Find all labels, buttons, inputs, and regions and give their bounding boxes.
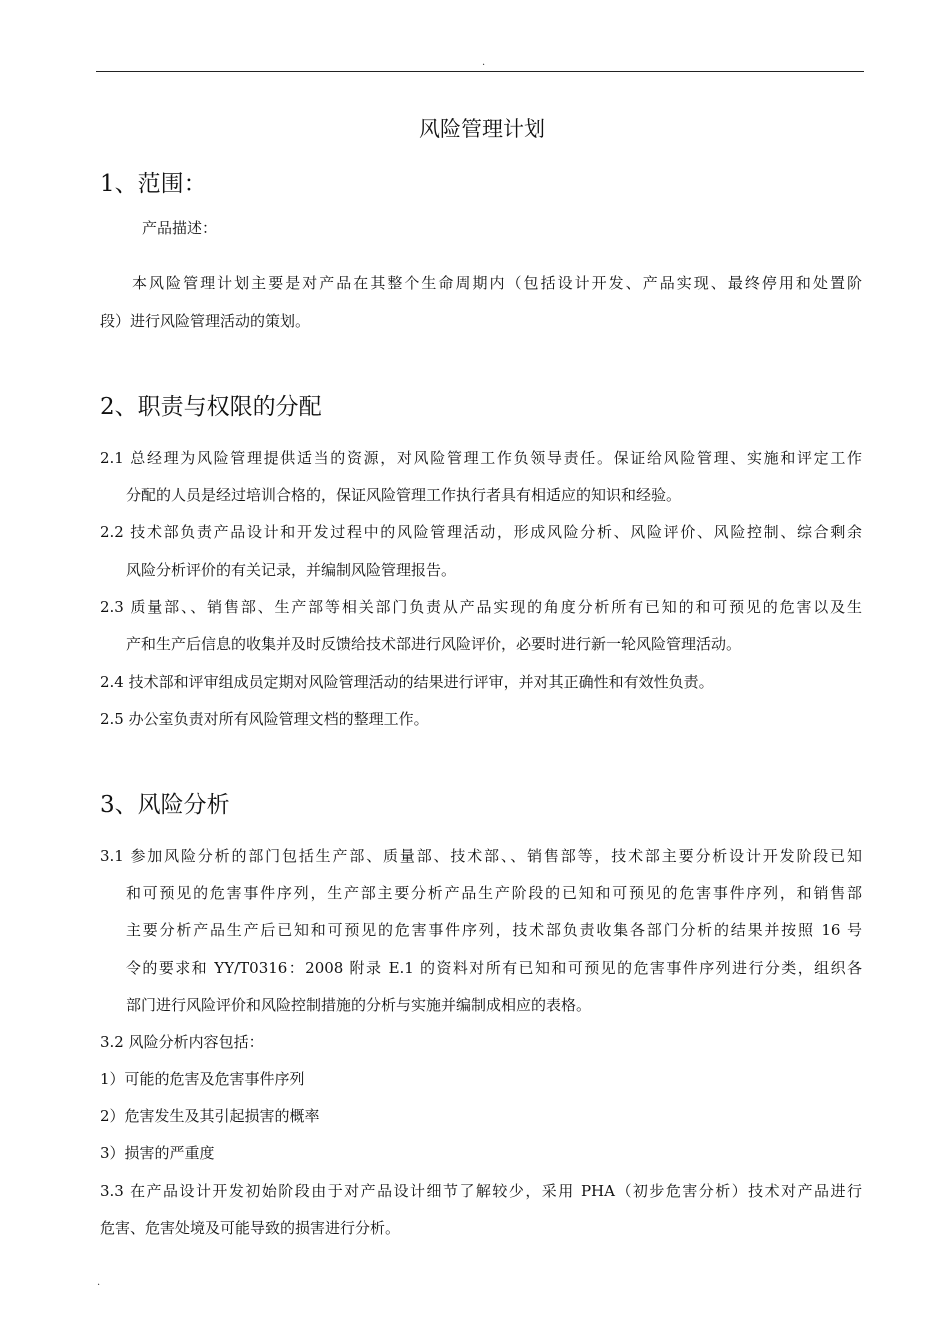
section-3-heading: 3、风险分析 bbox=[100, 792, 230, 818]
para-3-1-line-4: 令的要求和 YY/T0316：2008 附录 E.1 的资料对所有已知和可预见的危害事件序列进行分类，组织各 bbox=[126, 959, 862, 977]
para-3-1-line-3: 主要分析产品生产后已知和可预见的危害事件序列，技术部负责收集各部门分析的结果并按照 16 号 bbox=[126, 921, 862, 939]
para-3-1-line-5: 部门进行风险评价和风险控制措施的分析与实施并编制成相应的表格。 bbox=[126, 996, 592, 1014]
intro-line-1: 本风险管理计划主要是对产品在其整个生命周期内（包括设计开发、产品实现、最终停用和处置阶 bbox=[132, 274, 862, 292]
product-description-label: 产品描述： bbox=[142, 219, 218, 237]
page-title: 风险管理计划 bbox=[419, 117, 545, 141]
para-3-3-line-2: 危害、危害处境及可能导致的损害进行分析。 bbox=[100, 1219, 401, 1237]
para-2-3-line-2: 产和生产后信息的收集并及时反馈给技术部进行风险评价，必要时进行新一轮风险管理活动。 bbox=[126, 635, 742, 653]
para-2-2-line-1: 2.2 技术部负责产品设计和开发过程中的风险管理活动，形成风险分析、风险评价、风险控制、综合剩余 bbox=[100, 523, 862, 541]
list-item-2: 2）危害发生及其引起损害的概率 bbox=[100, 1107, 320, 1125]
footer-mark: . bbox=[97, 1277, 101, 1288]
para-3-1-line-1: 3.1 参加风险分析的部门包括生产部、质量部、技术部、、销售部等，技术部主要分析设计开发阶段已知 bbox=[100, 847, 862, 865]
list-item-3: 3）损害的严重度 bbox=[100, 1144, 215, 1162]
para-2-2-line-2: 风险分析评价的有关记录，并编制风险管理报告。 bbox=[126, 561, 457, 579]
para-3-3-line-1: 3.3 在产品设计开发初始阶段由于对产品设计细节了解较少，采用 PHA（初步危害分析）技术对产品进行 bbox=[100, 1182, 862, 1200]
para-3-1-line-2: 和可预见的危害事件序列，生产部主要分析产品生产阶段的已知和可预见的危害事件序列，和销售部 bbox=[126, 884, 862, 902]
para-2-1-line-2: 分配的人员是经过培训合格的，保证风险管理工作执行者具有相适应的知识和经验。 bbox=[126, 486, 682, 504]
intro-line-2: 段）进行风险管理活动的策划。 bbox=[100, 312, 311, 330]
para-2-1-line-1: 2.1 总经理为风险管理提供适当的资源，对风险管理工作负领导责任。保证给风险管理、实施和评定工作 bbox=[100, 449, 862, 467]
para-2-4: 2.4 技术部和评审组成员定期对风险管理活动的结果进行评审，并对其正确性和有效性负责。 bbox=[100, 673, 714, 691]
section-2-heading: 2、职责与权限的分配 bbox=[100, 394, 322, 420]
header-mark: . bbox=[482, 57, 486, 68]
para-2-5: 2.5 办公室负责对所有风险管理文档的整理工作。 bbox=[100, 710, 429, 728]
list-item-1: 1）可能的危害及危害事件序列 bbox=[100, 1070, 305, 1088]
section-1-heading: 1、范围： bbox=[100, 171, 207, 197]
para-2-3-line-1: 2.3 质量部、、销售部、生产部等相关部门负责从产品实现的角度分析所有已知的和可预见的危害以及生 bbox=[100, 598, 862, 616]
header-rule bbox=[96, 71, 864, 72]
para-3-2: 3.2 风险分析内容包括： bbox=[100, 1033, 264, 1051]
